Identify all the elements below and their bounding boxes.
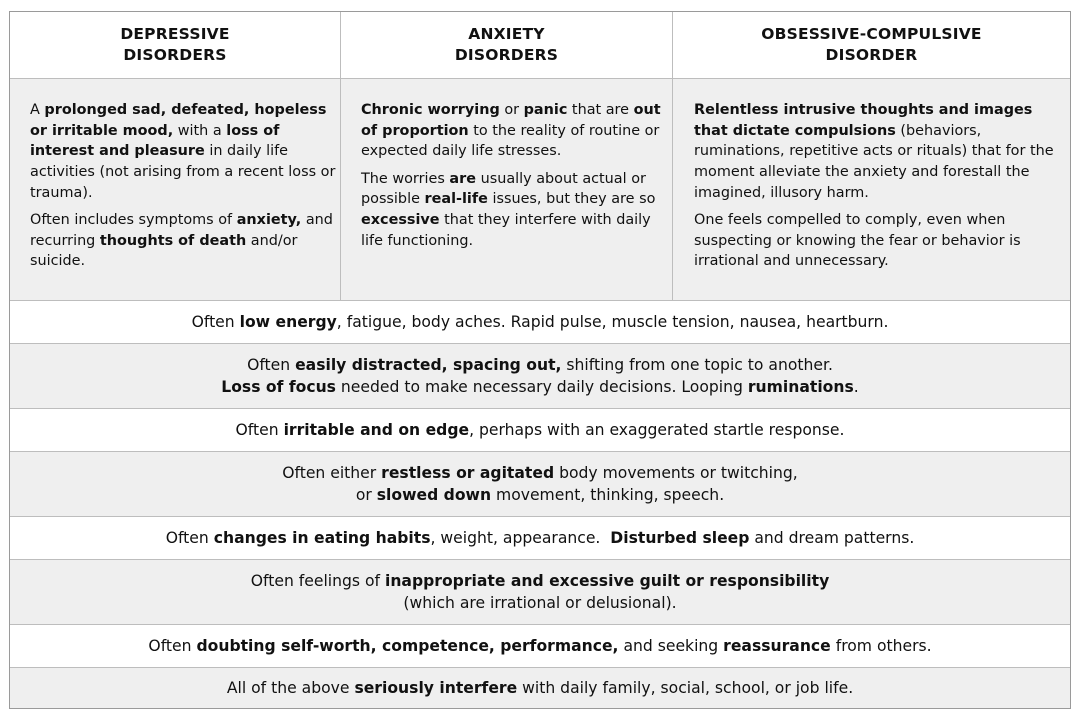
text: to the reality of routine or expected daily life stresses. (361, 122, 660, 160)
text: and dream patterns. (749, 529, 915, 547)
header-anxiety (340, 12, 672, 78)
text: (behaviors, ruminations, repetitive acts or rituals) that for the moment alleviate the anxiety and forestall the imagined, illusory harm. (694, 122, 1054, 201)
irritable-line (236, 419, 845, 441)
text: or (355, 486, 377, 504)
text: , weight, appearance. (430, 529, 611, 547)
emphasis: slowed down (376, 486, 492, 504)
emphasis: are (449, 170, 476, 187)
emphasis: reassurance (723, 637, 831, 655)
emphasis: Chronic worrying (361, 102, 500, 118)
anxiety-paragraph-1 (361, 100, 672, 162)
text: and/or suicide. (30, 232, 298, 270)
emphasis: Relentless intrusive thoughts and images that dictate compulsions (694, 102, 1033, 139)
emphasis: irritable and on edge (283, 421, 470, 439)
interfere-line (227, 677, 853, 699)
text: Often (235, 421, 284, 439)
emphasis: Disturbed sleep (610, 529, 750, 547)
shared-row-energy (10, 300, 1070, 343)
ocd-description (672, 79, 1070, 300)
emphasis: excessive (361, 212, 440, 229)
anxiety-paragraph-2 (361, 169, 672, 252)
shared-row-interfere (10, 667, 1070, 708)
header-anxiety-line2: DISORDERS (454, 46, 559, 64)
text: Often feelings of (250, 572, 385, 590)
depressive-paragraph-1 (30, 100, 340, 204)
shared-row-eating (10, 516, 1070, 559)
depressive-description (10, 79, 340, 300)
guilt-line-1 (251, 570, 830, 592)
text: movement, thinking, speech. (491, 486, 725, 504)
focus-line-2 (221, 376, 858, 398)
emphasis: loss of interest and pleasure (30, 122, 280, 160)
shared-row-movement (10, 451, 1070, 516)
depressive-paragraph-2 (30, 210, 340, 272)
text: All of the above (226, 679, 355, 697)
text: that are (567, 102, 634, 118)
emphasis: out of proportion (361, 102, 661, 139)
emphasis: easily distracted, spacing out, (295, 356, 562, 374)
description-row (10, 78, 1070, 300)
anxiety-description (340, 79, 672, 300)
shared-row-selfworth (10, 624, 1070, 667)
selfworth-line (148, 635, 931, 657)
emphasis: doubting self-worth, competence, performance, (196, 637, 619, 655)
comparison-table (9, 11, 1071, 709)
text: . (853, 378, 859, 396)
header-depressive (10, 12, 340, 78)
emphasis: restless or agitated (381, 464, 555, 482)
text: , perhaps with an exaggerated startle response. (469, 421, 845, 439)
text: The worries (361, 170, 450, 187)
header-row (10, 12, 1070, 78)
text: Often (191, 313, 240, 331)
text: Often either (282, 464, 382, 482)
text: that they interfere with daily life functioning. (361, 212, 651, 249)
text: needed to make necessary daily decisions. Looping (335, 378, 748, 396)
focus-line-1 (247, 354, 833, 376)
header-depressive-line2: DISORDERS (123, 46, 227, 64)
guilt-line-2: (which are irrational or delusional). (403, 594, 677, 612)
text: A (30, 102, 45, 118)
text: Often (148, 637, 197, 655)
emphasis: low energy (239, 313, 337, 331)
text: body movements or twitching, (554, 464, 798, 482)
ocd-paragraph-1 (694, 100, 1070, 204)
text: Often includes symptoms of (30, 212, 237, 229)
header-depressive-line1: DEPRESSIVE (120, 25, 230, 43)
text: and seeking (618, 637, 724, 655)
text: usually about actual or possible (361, 170, 646, 208)
text: from others. (830, 637, 932, 655)
movement-line-1 (282, 462, 798, 484)
shared-row-focus (10, 343, 1070, 408)
text: or (499, 102, 524, 118)
header-ocd-line2: DISORDER (825, 46, 918, 64)
text: in daily life activities (not arising from a recent loss or trauma). (30, 143, 336, 201)
emphasis: inappropriate and excessive guilt or responsibility (384, 572, 830, 590)
emphasis: Loss of focus (221, 378, 336, 396)
movement-line-2 (356, 484, 724, 506)
emphasis: prolonged sad, defeated, hopeless or irritable mood, (30, 102, 327, 139)
text: Often (165, 529, 214, 547)
text: with a (173, 122, 227, 139)
emphasis: seriously interfere (354, 679, 518, 697)
text: with daily family, social, school, or job life. (517, 679, 854, 697)
text: and recurring (30, 212, 333, 249)
emphasis: changes in eating habits (213, 529, 431, 547)
emphasis: anxiety, (236, 212, 302, 229)
emphasis: thoughts of death (99, 232, 247, 249)
emphasis: ruminations (747, 378, 854, 396)
energy-line (192, 311, 889, 333)
emphasis: real-life (424, 191, 488, 208)
header-ocd (672, 12, 1070, 78)
text: Often (247, 356, 296, 374)
text: shifting from one topic to another. (561, 356, 833, 374)
eating-line (166, 527, 915, 549)
shared-row-guilt (10, 559, 1070, 624)
text: issues, but they are so (487, 191, 656, 208)
shared-row-irritable (10, 408, 1070, 451)
header-ocd-line1: OBSESSIVE-COMPULSIVE (761, 25, 982, 43)
emphasis: panic (523, 102, 568, 118)
header-anxiety-line1: ANXIETY (468, 25, 545, 43)
text: , fatigue, body aches. Rapid pulse, muscle tension, nausea, heartburn. (336, 313, 889, 331)
ocd-paragraph-2: One feels compelled to comply, even when suspecting or knowing the fear or behavior is irrational and unnecessary. (694, 212, 1021, 270)
